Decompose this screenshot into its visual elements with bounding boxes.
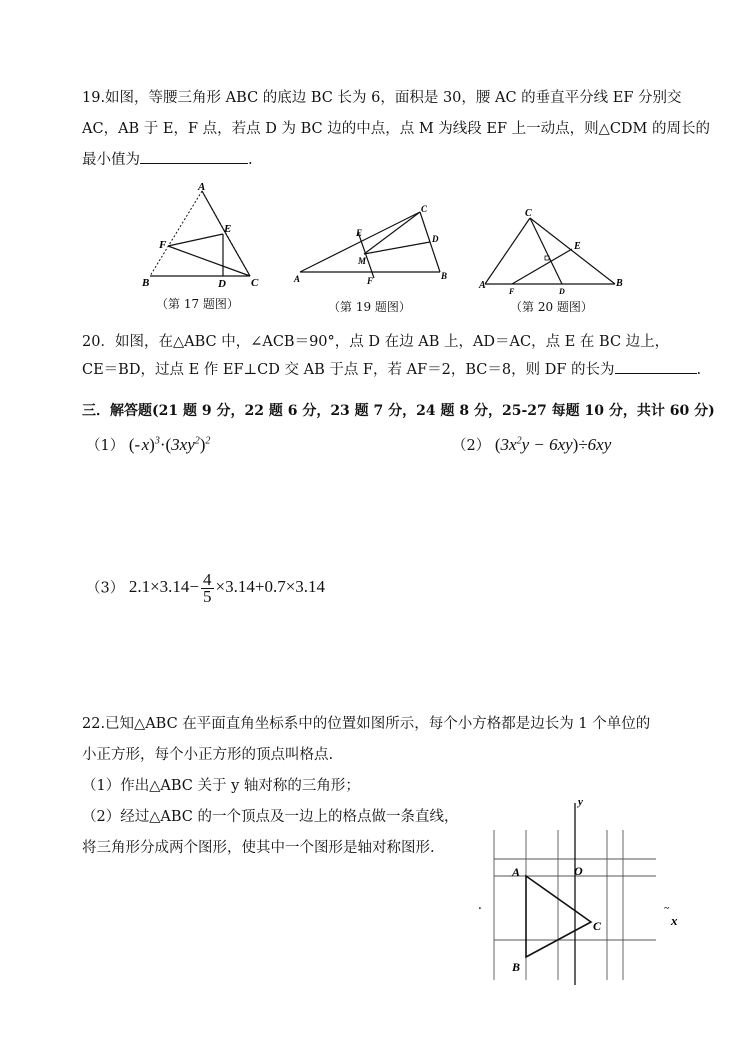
q21-part-2 xyxy=(452,434,611,455)
q21-part-3-label: （3） xyxy=(86,580,125,597)
fig20-seg-cd xyxy=(530,218,562,284)
fig19-label-a: A xyxy=(294,274,301,284)
q20-line-2 xyxy=(82,358,701,379)
figure-19 xyxy=(290,204,460,294)
q21-part-3-expression xyxy=(128,570,326,606)
q20-period: . xyxy=(696,362,702,378)
section-3-heading: 三．解答题(21 题 9 分，22 题 6 分，23 题 7 分，24 题 8 分，25-27 每题 10 分，共计 60 分) xyxy=(82,403,715,419)
fig19-label-d: D xyxy=(432,234,439,244)
fig17-side-ab xyxy=(150,191,202,276)
q19-line-3-text: 最小值为 xyxy=(82,152,140,168)
fig20-side-ca xyxy=(485,218,530,284)
q21-part-3 xyxy=(86,572,325,605)
fig17-label-e: E xyxy=(224,223,232,235)
fig19-seg-md xyxy=(364,242,430,254)
fig20-side-cb xyxy=(530,218,615,284)
fig17-label-c: C xyxy=(251,277,259,289)
q20-answer-blank[interactable] xyxy=(615,359,697,374)
fig17-seg-fe xyxy=(168,234,223,246)
grid-vertical-lines xyxy=(494,830,623,980)
fig17-label-f: F xyxy=(159,239,167,251)
q21-part-2-label: （2） xyxy=(452,438,491,454)
fig17-seg-ec xyxy=(226,234,250,276)
q19-line-3 xyxy=(82,148,253,169)
fig19-label-b: B xyxy=(441,271,448,281)
q19-answer-blank[interactable] xyxy=(140,149,248,164)
fig17-seg-ae xyxy=(202,191,226,234)
q22-line-4: （2）经过△ABC 的一个顶点及一边上的格点做一条直线， xyxy=(82,809,459,825)
fig19-label-f: F xyxy=(367,276,374,286)
axis-tick-mark: ~ xyxy=(664,903,670,913)
fig20-caption: （第 20 题图） xyxy=(510,300,593,314)
q22-line-2: 小正方形，每个小正方形的顶点叫格点. xyxy=(82,747,334,763)
fig19-seg-mc xyxy=(364,212,420,254)
q21-part-2-expression: $(3x^2y - 6xy)\div 6xy$ xyxy=(494,435,612,454)
q21-part-3-fraction xyxy=(201,572,214,605)
q20-line-2-text: CE＝BD，过点 E 作 EF⊥CD 交 AB 于点 F，若 AF＝2，BC＝8，则 DF 的长为 xyxy=(82,362,615,378)
fig20-label-e: E xyxy=(574,241,581,252)
figure-22-grid xyxy=(478,795,688,985)
fig20-label-d: D xyxy=(559,287,565,296)
figure-20 xyxy=(475,204,630,294)
fig20-label-b: B xyxy=(616,278,623,289)
q22-line-1: 22.已知△ABC 在平面直角坐标系中的位置如图所示，每个小方格都是边长为 1 个单位的 xyxy=(82,716,651,732)
q21-part-1-label: （1） xyxy=(86,438,125,454)
grid-label-a: A xyxy=(512,865,521,879)
figure-17 xyxy=(140,181,265,296)
triangle-abc xyxy=(526,876,591,957)
fig19-label-c: C xyxy=(421,204,428,214)
q22-line-3: （1）作出△ABC 关于 y 轴对称的三角形； xyxy=(82,778,360,794)
fig17-label-b: B xyxy=(142,277,150,289)
q19-line-1: 19.如图，等腰三角形 ABC 的底边 BC 长为 6，面积是 30，腰 AC 的垂直平分线 EF 分别交 xyxy=(82,90,682,106)
fig17-label-a: A xyxy=(198,181,206,193)
fig20-seg-ef xyxy=(512,249,572,284)
fig20-label-c: C xyxy=(525,208,532,219)
fig17-label-d: D xyxy=(218,278,226,290)
fig20-label-f: F xyxy=(509,287,515,296)
grid-label-y: y xyxy=(578,796,583,808)
q21-part-3-denominator: 5 xyxy=(203,587,212,606)
q21-part-3-term-b: ×3.14+0.7×3.14 xyxy=(215,577,326,597)
q21-part-3-term-a: 2.1×3.14− xyxy=(128,577,200,597)
grid-label-o: O xyxy=(574,864,583,878)
fig19-label-e: E xyxy=(356,228,363,238)
q20-line-1: 20．如图，在△ABC 中，∠ACB＝90°，点 D 在边 AB 上，AD＝AC，点 E 在 BC 边上， xyxy=(82,334,670,350)
grid-label-b: B xyxy=(512,960,521,974)
grid-label-c: C xyxy=(593,919,602,933)
fig19-caption: （第 19 题图） xyxy=(328,300,411,314)
grid-label-x: x xyxy=(671,913,678,928)
fig17-caption: （第 17 题图） xyxy=(156,297,239,311)
q19-period: . xyxy=(248,152,253,168)
fig19-label-m: M xyxy=(358,256,367,266)
q21-part-1-expression: (- $x)^3\cdot(3xy^2)^2$ xyxy=(128,435,211,454)
q22-line-5: 将三角形分成两个图形，使其中一个图形是轴对称图形. xyxy=(82,840,435,856)
q21-part-1 xyxy=(86,434,210,455)
stray-dot: . xyxy=(479,901,482,912)
q19-line-2: AC，AB 于 E，F 点，若点 D 为 BC 边的中点，点 M 为线段 EF 上一动点，则△CDM 的周长的 xyxy=(82,121,711,137)
q21-part-3-numerator: 4 xyxy=(203,570,212,589)
fig17-seg-fc xyxy=(168,246,250,276)
fig20-label-a: A xyxy=(479,280,486,291)
